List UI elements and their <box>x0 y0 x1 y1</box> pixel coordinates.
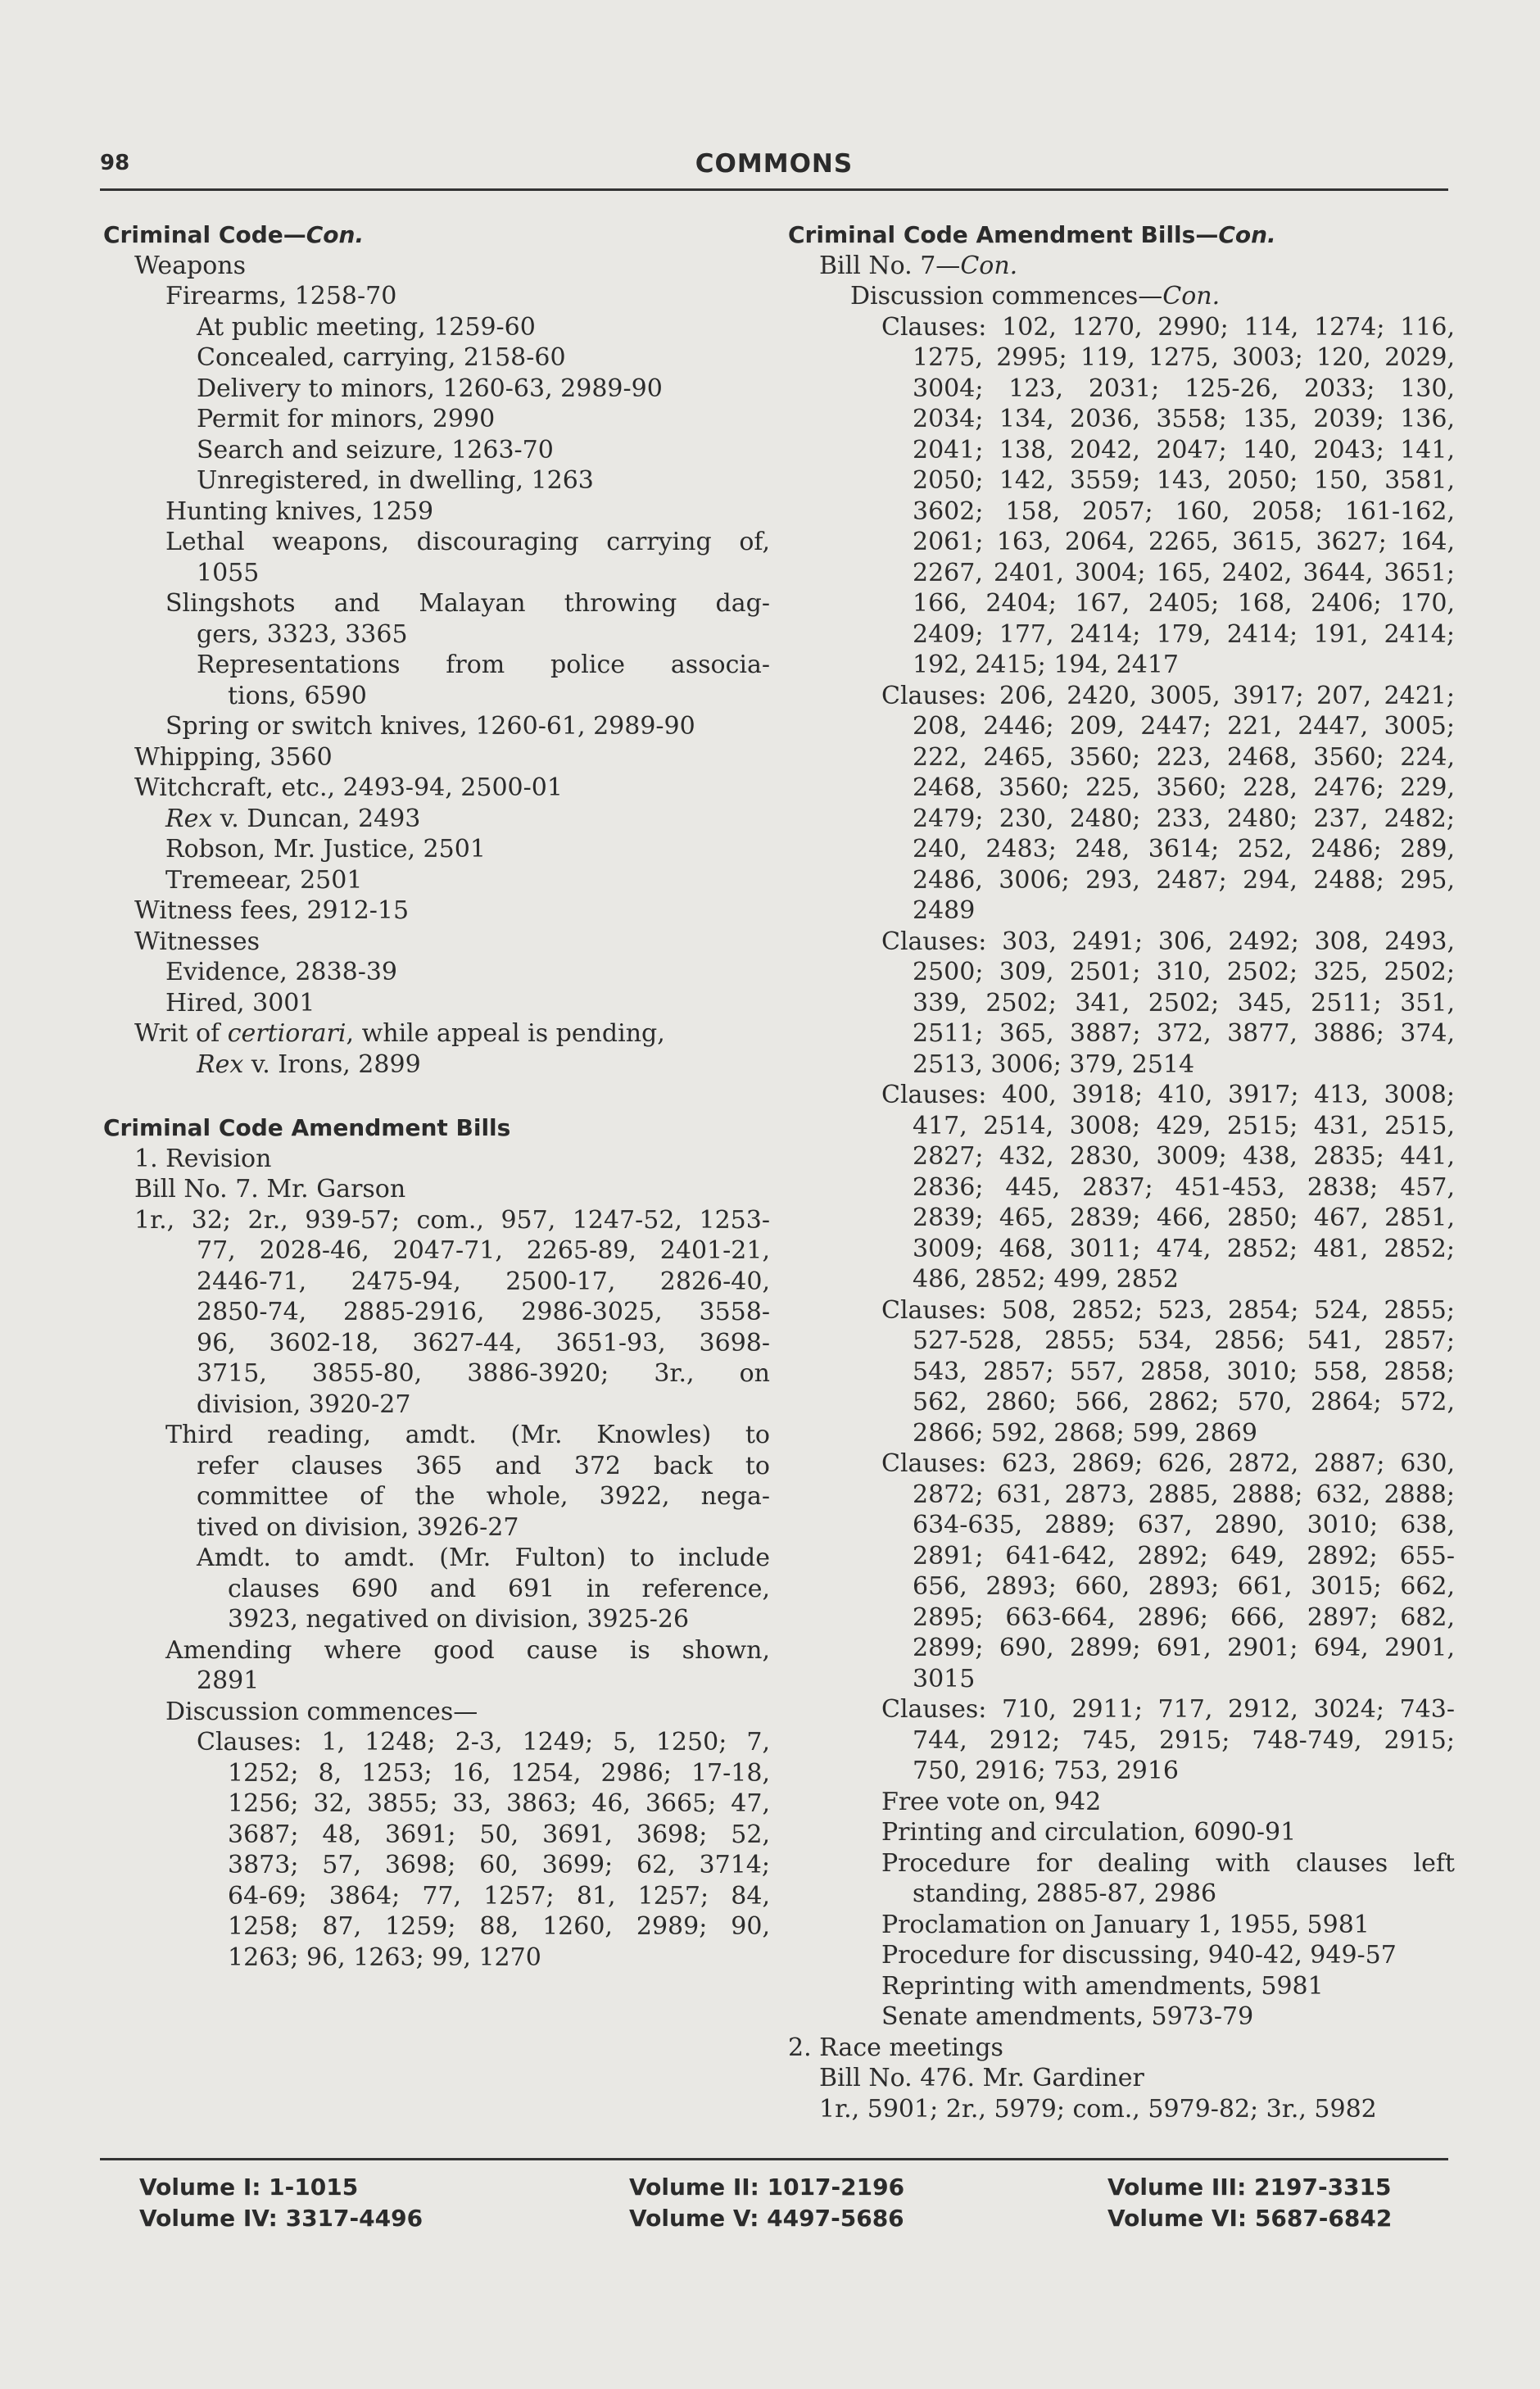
entry-text: Weapons <box>134 251 247 280</box>
index-entry <box>881 1971 1455 2002</box>
entry-text: Evidence, 2838-39 <box>165 958 398 986</box>
entry-text: 3687; 48, 3691; 50, 3691, 3698; 52, <box>228 1820 770 1849</box>
index-entry <box>228 1911 770 1942</box>
index-entry <box>228 1942 770 1974</box>
entry-text: Writ of <box>134 1019 228 1048</box>
index-entry <box>913 895 1455 927</box>
entry-text: Bill No. 476. Mr. Gardiner <box>819 2064 1144 2092</box>
entry-text: 3602; 158, 2057; 160, 2058; 161-162, <box>913 496 1455 526</box>
index-entry <box>197 1049 770 1081</box>
entry-text: Hunting knives, 1259 <box>165 496 434 526</box>
index-entry <box>913 1049 1455 1081</box>
index-entry <box>913 1172 1455 1204</box>
entry-text: 1. Revision <box>134 1144 272 1173</box>
entry-text: 208, 2446; 209, 2447; 221, 2447, 3005; <box>913 712 1455 741</box>
index-entry <box>913 342 1455 374</box>
entry-text: 2479; 230, 2480; 233, 2480; 237, 2482; <box>913 804 1455 833</box>
index-entry <box>913 465 1455 496</box>
entry-text: 3873; 57, 3698; 60, 3699; 62, 3714; <box>228 1851 770 1879</box>
index-entry <box>881 2001 1455 2033</box>
entry-text: Free vote on, 942 <box>881 1787 1102 1816</box>
index-entry <box>134 1174 770 1205</box>
entry-text: Clauses: 206, 2420, 3005, 3917; 207, 2421; <box>881 681 1455 710</box>
entry-text: Proclamation on January 1, 1955, 5981 <box>881 1910 1370 1939</box>
index-entry <box>913 374 1455 405</box>
entry-text: 339, 2502; 341, 2502; 345, 2511; 351, <box>913 988 1455 1018</box>
index-entry <box>913 1357 1455 1388</box>
entry-text: Witness fees, 2912-15 <box>134 896 410 925</box>
entry-text: Firearms, 1258-70 <box>165 282 397 311</box>
index-entry <box>134 895 770 927</box>
index-entry <box>228 1758 770 1789</box>
entry-text: division, 3920-27 <box>197 1389 411 1419</box>
index-entry <box>197 1451 770 1482</box>
index-entry <box>913 1203 1455 1234</box>
entry-text: v. Irons, 2899 <box>243 1049 421 1079</box>
index-entry <box>850 281 1455 312</box>
index-entry <box>165 988 770 1019</box>
index-entry <box>819 2063 1455 2094</box>
index-entry <box>197 1235 770 1267</box>
index-entry <box>819 2094 1455 2125</box>
entry-text: 96, 3602-18, 3627-44, 3651-93, 3698- <box>197 1328 770 1358</box>
entry-text: tions, 6590 <box>228 681 367 710</box>
entry-text: Third reading, amdt. (Mr. Knowles) to <box>165 1421 770 1449</box>
index-entry <box>197 374 770 405</box>
index-entry <box>881 1295 1455 1326</box>
entry-text: 2267, 2401, 3004; 165, 2402, 3644, 3651; <box>913 558 1455 587</box>
page-number: 98 <box>100 151 130 175</box>
index-entry <box>197 1727 770 1758</box>
entry-text: 1r., 5901; 2r., 5979; com., 5979-82; 3r., 5982 <box>819 2094 1377 2124</box>
entry-text: Amdt. to amdt. (Mr. Fulton) to include <box>197 1544 770 1572</box>
entry-text: 2409; 177, 2414; 179, 2414; 191, 2414; <box>913 619 1455 649</box>
index-entry <box>913 558 1455 589</box>
index-entry <box>881 312 1455 343</box>
index-entry <box>197 1297 770 1328</box>
entry-text: Tremeear, 2501 <box>165 865 363 895</box>
entry-text: Procedure for discussing, 940-42, 949-57 <box>881 1941 1397 1970</box>
index-entry <box>228 1850 770 1881</box>
index-entry <box>881 1080 1455 1111</box>
index-entry <box>913 804 1455 835</box>
index-entry <box>197 312 770 343</box>
volume-3: Volume III: 2197-3315 <box>1107 2174 1392 2201</box>
entry-text: Discussion commences— <box>165 1697 478 1726</box>
entry-text: Criminal Code Amendment Bills— <box>788 221 1219 248</box>
entry-text: 1263; 96, 1263; 99, 1270 <box>228 1942 541 1972</box>
index-entry <box>913 435 1455 466</box>
index-entry <box>197 465 770 496</box>
entry-text: 2513, 3006; 379, 2514 <box>913 1049 1195 1079</box>
index-entry <box>913 404 1455 435</box>
section-gap <box>103 1080 770 1113</box>
index-entry <box>913 1326 1455 1357</box>
index-entry <box>134 742 770 773</box>
entry-text: 3923, negatived on division, 3925-26 <box>228 1605 690 1634</box>
entry-text: 656, 2893; 660, 2893; 661, 3015; 662, <box>913 1572 1455 1601</box>
entry-italic: certiorari <box>227 1019 346 1048</box>
entry-text: Witchcraft, etc., 2493-94, 2500-01 <box>134 773 563 802</box>
entry-text: 486, 2852; 499, 2852 <box>913 1265 1180 1294</box>
entry-text: 2850-74, 2885-2916, 2986-3025, 3558- <box>197 1298 770 1326</box>
left-column <box>103 220 770 1973</box>
entry-text: Slingshots and Malayan throwing dag- <box>165 589 770 618</box>
entry-text: 3715, 3855-80, 3886-3920; 3r., on <box>197 1359 770 1388</box>
page-header <box>100 146 1448 192</box>
entry-text: gers, 3323, 3365 <box>197 619 408 649</box>
index-entry <box>197 1328 770 1359</box>
index-entry <box>913 1725 1455 1757</box>
index-entry <box>913 1664 1455 1695</box>
index-entry <box>228 1881 770 1912</box>
entry-text: 2511; 365, 3887; 372, 3877, 3886; 374, <box>913 1019 1455 1048</box>
index-entry <box>881 1848 1455 1879</box>
index-entry <box>913 496 1455 528</box>
index-entry <box>134 251 770 282</box>
index-entry <box>165 711 770 742</box>
volume-2: Volume II: 1017-2196 <box>629 2174 905 2201</box>
index-entry <box>913 1541 1455 1572</box>
footer-rule <box>100 2158 1448 2160</box>
entry-text: 240, 2483; 248, 3614; 252, 2486; 289, <box>913 835 1455 864</box>
index-entry <box>134 773 770 804</box>
index-heading <box>788 220 1455 251</box>
index-entry <box>197 619 770 651</box>
entry-text: Robson, Mr. Justice, 2501 <box>165 835 486 864</box>
entry-text: 1275, 2995; 119, 1275, 3003; 120, 2029, <box>913 343 1455 372</box>
index-entry <box>913 1480 1455 1511</box>
index-entry <box>913 588 1455 619</box>
entry-text: 2836; 445, 2837; 451-453, 2838; 457, <box>913 1172 1455 1202</box>
entry-text: 2489 <box>913 896 976 925</box>
entry-text: 2. Race meetings <box>788 2033 1003 2062</box>
index-entry <box>881 927 1455 958</box>
index-entry <box>913 1018 1455 1049</box>
entry-text: Reprinting with amendments, 5981 <box>881 1971 1324 2001</box>
index-entry <box>134 927 770 958</box>
header-rule <box>100 188 1448 191</box>
index-entry <box>913 1111 1455 1142</box>
volume-4: Volume IV: 3317-4496 <box>139 2205 424 2232</box>
index-entry <box>197 1481 770 1512</box>
entry-text: 2891 <box>197 1666 260 1695</box>
entry-text: Search and seizure, 1263-70 <box>197 435 554 465</box>
entry-text: 2486, 3006; 293, 2487; 294, 2488; 295, <box>913 865 1455 895</box>
entry-text: 2866; 592, 2868; 599, 2869 <box>913 1418 1257 1448</box>
entry-text: 77, 2028-46, 2047-71, 2265-89, 2401-21, <box>197 1236 770 1265</box>
entry-text: 2899; 690, 2899; 691, 2901; 694, 2901, <box>913 1634 1455 1662</box>
index-entry <box>881 1448 1455 1480</box>
entry-text: 417, 2514, 3008; 429, 2515; 431, 2515, <box>913 1111 1455 1140</box>
entry-text: clauses 690 and 691 in reference, <box>228 1574 770 1603</box>
entry-text: committee of the whole, 3922, nega- <box>197 1482 770 1511</box>
entry-text: 1256; 32, 3855; 33, 3863; 46, 3665; 47, <box>228 1789 770 1818</box>
entry-text: Bill No. 7. Mr. Garson <box>134 1175 406 1204</box>
page-title: COMMONS <box>695 149 854 179</box>
entry-text: 2061; 163, 2064, 2265, 3615, 3627; 164, <box>913 528 1455 556</box>
entry-text: 222, 2465, 3560; 223, 2468, 3560; 224, <box>913 742 1455 772</box>
index-entry <box>881 1817 1455 1848</box>
index-entry <box>913 527 1455 558</box>
index-entry <box>819 251 1455 282</box>
entry-text: refer clauses 365 and 372 back to <box>197 1451 770 1480</box>
entry-text: Spring or switch knives, 1260-61, 2989-90 <box>165 712 695 741</box>
entry-text: 543, 2857; 557, 2858, 3010; 558, 2858; <box>913 1357 1455 1386</box>
index-entry <box>228 681 770 712</box>
entry-text: Senate amendments, 5973-79 <box>881 2002 1254 2031</box>
entry-text: Hired, 3001 <box>165 988 315 1018</box>
entry-text: 1258; 87, 1259; 88, 1260, 2989; 90, <box>228 1912 770 1941</box>
entry-text: Witnesses <box>134 927 260 956</box>
entry-text: Whipping, 3560 <box>134 742 333 772</box>
index-entry <box>134 1018 770 1049</box>
index-entry <box>913 1602 1455 1634</box>
index-entry <box>228 1788 770 1820</box>
entry-text: 192, 2415; 194, 2417 <box>913 651 1180 679</box>
index-entry <box>197 1389 770 1421</box>
index-entry <box>197 435 770 466</box>
index-entry <box>881 1910 1455 1941</box>
entry-text: Discussion commences— <box>850 282 1163 311</box>
entry-text: 2468, 3560; 225, 3560; 228, 2476; 229, <box>913 773 1455 802</box>
volume-5: Volume V: 4497-5686 <box>629 2205 904 2232</box>
entry-text: 2034; 134, 2036, 3558; 135, 2039; 136, <box>913 405 1455 433</box>
index-heading <box>103 1113 770 1144</box>
entry-text: Procedure for dealing with clauses left <box>881 1848 1455 1878</box>
entry-italic: Con. <box>306 221 365 248</box>
index-entry <box>913 742 1455 773</box>
index-entry <box>913 773 1455 804</box>
entry-text: Clauses: 102, 1270, 2990; 114, 1274; 116, <box>881 312 1455 342</box>
entry-text: 2827; 432, 2830, 3009; 438, 2835; 441, <box>913 1142 1455 1171</box>
entry-text: Clauses: 400, 3918; 410, 3917; 413, 3008; <box>881 1081 1455 1109</box>
index-entry <box>881 1940 1455 1971</box>
index-entry <box>913 1141 1455 1172</box>
volume-1: Volume I: 1-1015 <box>139 2174 359 2201</box>
index-entry <box>913 1418 1455 1449</box>
entry-text: 750, 2916; 753, 2916 <box>913 1757 1180 1785</box>
entry-text: 1252; 8, 1253; 16, 1254, 2986; 17-18, <box>228 1758 770 1788</box>
index-entry <box>197 1666 770 1697</box>
entry-text: 634-635, 2889; 637, 2890, 3010; 638, <box>913 1511 1455 1539</box>
entry-italic: Con. <box>960 251 1018 280</box>
entry-text: Permit for minors, 2990 <box>197 405 496 433</box>
entry-text: 2895; 663-664, 2896; 666, 2897; 682, <box>913 1602 1455 1632</box>
entry-text: Bill No. 7— <box>819 251 961 280</box>
entry-text: Delivery to minors, 1260-63, 2989-90 <box>197 374 663 403</box>
index-entry <box>165 1635 770 1666</box>
entry-text: Criminal Code— <box>103 221 306 248</box>
entry-text: 1r., 32; 2r., 939-57; com., 957, 1247-52, 1253- <box>134 1205 770 1235</box>
index-entry <box>165 1697 770 1728</box>
index-entry <box>881 1694 1455 1725</box>
index-entry <box>913 988 1455 1019</box>
index-entry <box>913 1387 1455 1418</box>
entry-text: standing, 2885-87, 2986 <box>913 1879 1217 1908</box>
index-entry <box>197 1267 770 1298</box>
entry-text: 2446-71, 2475-94, 2500-17, 2826-40, <box>197 1267 770 1296</box>
entry-text: Lethal weapons, discouraging carrying of, <box>165 528 770 556</box>
entry-text: Printing and circulation, 6090-91 <box>881 1818 1297 1847</box>
entry-text: Clauses: 508, 2852; 523, 2854; 524, 2855; <box>881 1295 1455 1325</box>
entry-text: Representations from police associa- <box>197 651 770 679</box>
entry-italic: Con. <box>1218 221 1276 248</box>
index-entry <box>913 650 1455 681</box>
entry-text: 744, 2912; 745, 2915; 748-749, 2915; <box>913 1725 1455 1755</box>
index-entry <box>228 1604 770 1635</box>
entry-text: tived on division, 3926-27 <box>197 1512 519 1542</box>
index-entry <box>134 1205 770 1236</box>
index-heading <box>103 220 770 251</box>
index-entry <box>165 281 770 312</box>
entry-text: 2891; 641-642, 2892; 649, 2892; 655- <box>913 1541 1455 1571</box>
entry-text: 2500; 309, 2501; 310, 2502; 325, 2502; <box>913 958 1455 986</box>
entry-text-continued: , while appeal is pending, <box>346 1019 665 1048</box>
entry-text: v. Duncan, 2493 <box>212 804 421 833</box>
entry-text: Clauses: 1, 1248; 2-3, 1249; 5, 1250; 7, <box>197 1728 770 1757</box>
index-entry <box>165 496 770 528</box>
entry-text: 2872; 631, 2873, 2885, 2888; 632, 2888; <box>913 1480 1455 1509</box>
entry-text: 3015 <box>913 1664 976 1693</box>
index-entry <box>913 1264 1455 1295</box>
index-entry <box>165 527 770 558</box>
entry-text: 562, 2860; 566, 2862; 570, 2864; 572, <box>913 1388 1455 1417</box>
index-entry <box>913 1510 1455 1541</box>
entry-text: 166, 2404; 167, 2405; 168, 2406; 170, <box>913 589 1455 618</box>
entry-text: Unregistered, in dwelling, 1263 <box>197 466 594 495</box>
index-entry <box>913 1756 1455 1787</box>
volume-6: Volume VI: 5687-6842 <box>1107 2205 1393 2232</box>
index-entry <box>788 2033 1455 2064</box>
index-entry <box>197 1358 770 1389</box>
index-entry <box>913 834 1455 865</box>
entry-text: Concealed, carrying, 2158-60 <box>197 343 566 372</box>
case-name: Rex <box>197 1049 244 1079</box>
entry-text: 3004; 123, 2031; 125-26, 2033; 130, <box>913 374 1455 403</box>
index-entry <box>197 404 770 435</box>
entry-text: 527-528, 2855; 534, 2856; 541, 2857; <box>913 1326 1455 1355</box>
index-entry <box>134 1144 770 1175</box>
index-entry <box>913 1633 1455 1664</box>
index-entry <box>165 588 770 619</box>
entry-text: 2041; 138, 2042, 2047; 140, 2043; 141, <box>913 435 1455 465</box>
index-entry <box>165 834 770 865</box>
index-entry <box>881 1787 1455 1818</box>
index-entry <box>197 1543 770 1574</box>
index-entry <box>197 342 770 374</box>
index-entry <box>165 1420 770 1451</box>
entry-text: Clauses: 303, 2491; 306, 2492; 308, 2493, <box>881 927 1455 956</box>
entry-text: 64-69; 3864; 77, 1257; 81, 1257; 84, <box>228 1881 770 1911</box>
entry-text: 2839; 465, 2839; 466, 2850; 467, 2851, <box>913 1204 1455 1232</box>
entry-text: Clauses: 710, 2911; 717, 2912, 3024; 743- <box>881 1695 1455 1724</box>
index-entry <box>913 957 1455 988</box>
index-entry <box>913 619 1455 651</box>
entry-text: Clauses: 623, 2869; 626, 2872, 2887; 630, <box>881 1449 1455 1478</box>
index-entry <box>228 1820 770 1851</box>
index-entry <box>197 650 770 681</box>
right-column <box>788 220 1455 2124</box>
case-name: Rex <box>165 804 213 833</box>
entry-text: 1055 <box>197 558 260 587</box>
index-entry <box>197 1512 770 1544</box>
index-entry <box>913 1234 1455 1265</box>
index-entry <box>197 558 770 589</box>
index-entry <box>881 681 1455 712</box>
entry-text: Criminal Code Amendment Bills <box>103 1114 511 1141</box>
index-entry <box>165 804 770 835</box>
entry-text: 3009; 468, 3011; 474, 2852; 481, 2852; <box>913 1234 1455 1263</box>
entry-italic: Con. <box>1162 282 1221 311</box>
index-entry <box>913 711 1455 742</box>
index-entry <box>165 865 770 896</box>
entry-text: 2050; 142, 3559; 143, 2050; 150, 3581, <box>913 466 1455 495</box>
index-entry <box>165 957 770 988</box>
index-entry <box>913 865 1455 896</box>
index-entry <box>913 1571 1455 1602</box>
entry-text: At public meeting, 1259-60 <box>197 312 536 342</box>
entry-text: Amending where good cause is shown, <box>165 1635 770 1665</box>
index-entry <box>228 1574 770 1605</box>
index-entry <box>913 1879 1455 1910</box>
